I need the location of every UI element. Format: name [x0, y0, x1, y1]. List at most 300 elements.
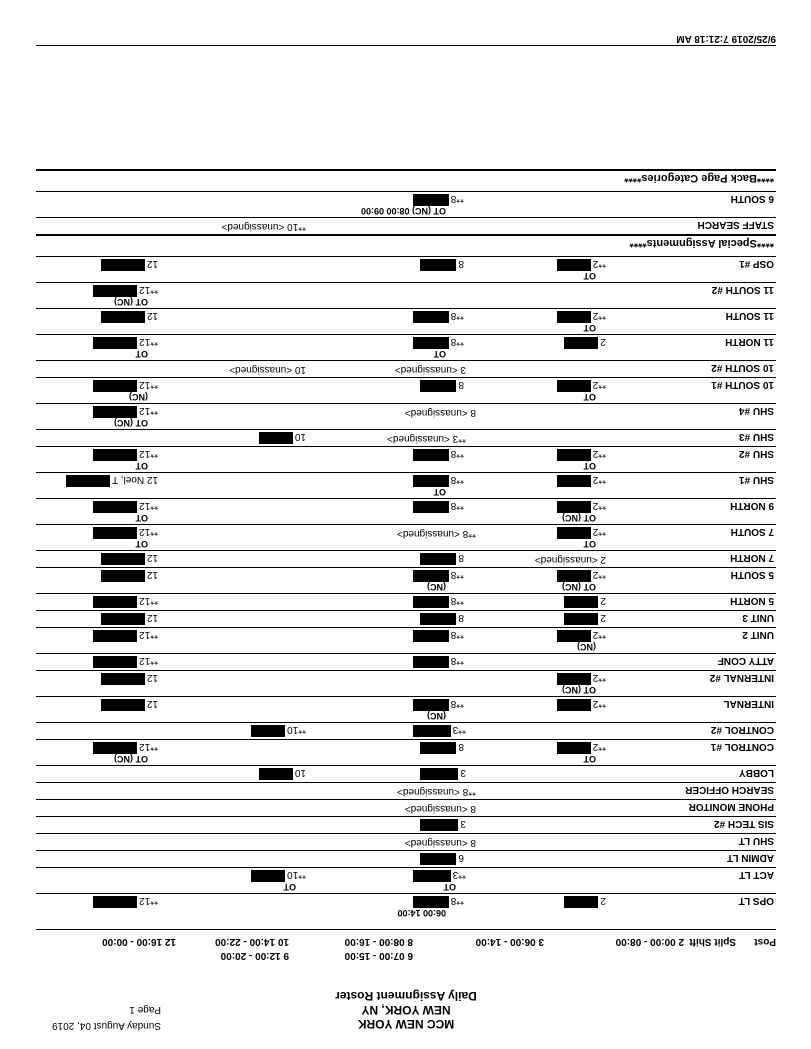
c12-cell: [93, 448, 158, 461]
c8-cell: [420, 852, 464, 865]
post-name: 10 SOUTH #1: [711, 379, 774, 390]
report-name: Daily Assignment Roster: [335, 989, 477, 1003]
assignment-count: 12: [146, 310, 158, 321]
assignment-count: **2: [592, 379, 606, 390]
redacted-name: [557, 501, 591, 513]
redacted-name: [413, 449, 449, 461]
post-header: Post: [754, 936, 776, 947]
redacted-name: [557, 259, 591, 271]
assignment-count: **8: [450, 474, 464, 485]
c12-cell: [93, 595, 158, 608]
roster-row: [36, 550, 776, 567]
c12-cell: [93, 336, 158, 349]
redacted-name: [413, 337, 449, 349]
c2-cell: [557, 741, 606, 754]
assignment-count: **12: [139, 595, 158, 606]
post-name: STAFF SEARCH: [697, 219, 774, 230]
assignment-count: 10 <unassigned>: [229, 364, 306, 375]
post-name: SIS TECH #2: [713, 818, 774, 829]
c2-cell: [557, 698, 606, 711]
c10-cell: [251, 869, 306, 882]
post-name: 11 SOUTH: [725, 310, 774, 321]
redacted-name: [564, 596, 598, 608]
roster-row: [36, 377, 776, 403]
roster-row: [36, 833, 776, 850]
assignment-count: 8 <unassigned>: [404, 837, 476, 848]
page-number: Page 1: [129, 1004, 161, 1015]
post-name: SHU #2: [738, 448, 774, 459]
c2-cell: [557, 672, 606, 685]
redacted-name: [557, 311, 591, 323]
redacted-name: [420, 380, 456, 392]
c8-cell: [420, 741, 464, 754]
c12-cell: [93, 526, 158, 539]
assignment-count: 2 <unassigned>: [534, 554, 606, 565]
assignment-count: **12: [139, 500, 158, 511]
assignment-count: **2: [592, 474, 606, 485]
c2-note: OT (NC): [562, 513, 596, 523]
redacted-name: [93, 656, 137, 668]
c12-cell: [66, 474, 158, 487]
assignment-count: 12: [146, 552, 158, 563]
c12-note: OT: [135, 461, 148, 471]
split-shift-header: Split Shift: [689, 936, 736, 947]
redacted-name: [101, 553, 145, 565]
c2-cell: [564, 612, 606, 625]
post-name: SHU #1: [738, 474, 774, 485]
assignment-count: 8: [458, 258, 464, 269]
assignment-count: 2: [600, 895, 606, 906]
redacted-name: [413, 311, 449, 323]
c8-note: OT: [433, 349, 446, 359]
redacted-name: [557, 570, 591, 582]
redacted-name: [251, 870, 285, 882]
redacted-name: [564, 613, 598, 625]
post-name: UNIT 3: [742, 612, 774, 623]
c2-note: OT: [583, 754, 596, 764]
roster-row: [36, 593, 776, 610]
c8-cell: [413, 895, 464, 908]
c8-cell: [397, 784, 476, 797]
c8-cell: [420, 258, 464, 271]
redacted-name: [413, 570, 449, 582]
assignment-count: 8: [458, 552, 464, 563]
shift-6-header: 6 07:00 - 15:00: [344, 950, 413, 961]
redacted-name: [93, 337, 137, 349]
c12-cell: [93, 379, 158, 392]
post-name: 5 NORTH: [730, 595, 774, 606]
assignment-count: 12: [146, 698, 158, 709]
roster-row: [36, 446, 776, 472]
c8-cell: [413, 193, 464, 206]
redacted-name: [557, 673, 591, 685]
assignment-count: **8 <unassigned>: [397, 786, 476, 797]
report-title-block: [256, 989, 556, 1031]
roster-row: [36, 816, 776, 833]
assignment-count: **8: [450, 629, 464, 640]
c8-note: OT (NC) 08:00 09:00: [360, 206, 446, 216]
c10-cell: [251, 724, 306, 737]
c2-note: (NC): [577, 642, 596, 652]
assignment-count: **12: [139, 895, 158, 906]
redacted-name: [557, 449, 591, 461]
c8-cell: [413, 500, 464, 513]
post-name: 10 SOUTH #2: [711, 362, 774, 373]
roster-row: [36, 360, 776, 377]
assignment-grid: [36, 169, 776, 919]
c3-cell: [420, 767, 466, 780]
redacted-name: [93, 449, 137, 461]
assignment-count: 8: [458, 741, 464, 752]
c2-note: OT: [583, 392, 596, 402]
footer-rule: [36, 45, 776, 46]
roster-row: [36, 799, 776, 816]
assignment-count: **12: [139, 629, 158, 640]
post-name: SHU #3: [738, 431, 774, 442]
assignment-count: 3 <unassigned>: [394, 364, 466, 375]
assignment-count: **12: [139, 284, 158, 295]
redacted-name: [413, 501, 449, 513]
redacted-name: [420, 553, 456, 565]
post-name: ADMIN LT: [726, 852, 774, 863]
c3-note: OT: [443, 882, 456, 892]
redacted-name: [413, 630, 449, 642]
post-name: 6 SOUTH: [730, 193, 774, 204]
roster-row: [36, 524, 776, 550]
redacted-name: [413, 896, 449, 908]
assignment-count: **2: [592, 258, 606, 269]
assignment-count: **8: [450, 895, 464, 906]
assignment-count: **2: [592, 310, 606, 321]
c12-note: (NC): [129, 392, 148, 402]
roster-row: [36, 739, 776, 765]
assignment-count: **2: [592, 629, 606, 640]
assignment-count: **2: [592, 526, 606, 537]
c2-cell: [564, 595, 606, 608]
roster-row: [36, 256, 776, 282]
c2-note: OT: [583, 271, 596, 281]
roster-row: [36, 610, 776, 627]
assignment-count: 8 <unassigned>: [404, 803, 476, 814]
c2-cell: [557, 474, 606, 487]
c12-cell: [101, 258, 158, 271]
assignment-count: **12: [139, 448, 158, 459]
c10-cell: [221, 219, 306, 232]
c8-cell: [413, 655, 464, 668]
assignment-count: 8 <unassigned>: [404, 407, 476, 418]
roster-row: [36, 217, 776, 234]
redacted-name: [101, 311, 145, 323]
redacted-name: [251, 725, 285, 737]
redacted-name: [93, 742, 137, 754]
post-name: UNIT 2: [742, 629, 774, 640]
redacted-name: [101, 259, 145, 271]
roster-row: [36, 765, 776, 782]
c8-cell: [413, 569, 464, 582]
roster-row: [36, 567, 776, 593]
assignment-count: 3: [460, 767, 466, 778]
roster-row: [36, 308, 776, 334]
assignment-count: **8: [450, 569, 464, 580]
assignment-count: 12: [146, 672, 158, 683]
redacted-name: [557, 742, 591, 754]
report-header: [0, 931, 811, 1031]
c12-cell: [101, 552, 158, 565]
shift-schedule: [36, 933, 776, 973]
roster-row: [36, 429, 776, 446]
c2-cell: [557, 569, 606, 582]
redacted-name: [93, 285, 137, 297]
c2-cell: [557, 379, 606, 392]
assignment-count: **8: [450, 336, 464, 347]
c12-cell: [101, 569, 158, 582]
assignment-count: 3: [460, 818, 466, 829]
redacted-name: [101, 673, 145, 685]
post-name: INTERNAL #2: [709, 672, 774, 683]
redacted-name: [557, 475, 591, 487]
c10-cell: [259, 767, 306, 780]
post-name: INTERNAL: [723, 698, 774, 709]
c8-cell: [413, 629, 464, 642]
c8-cell: [405, 801, 476, 814]
assignment-count: 2: [600, 612, 606, 623]
c12-note: OT: [135, 539, 148, 549]
assignment-count: **8: [450, 698, 464, 709]
roster-row: [36, 867, 776, 893]
roster-row: [36, 696, 776, 722]
c10-cell: [229, 362, 306, 375]
assignment-count: **12: [139, 526, 158, 537]
assignment-count: **2: [592, 741, 606, 752]
redacted-name: [93, 896, 137, 908]
redacted-name: [93, 380, 137, 392]
roster-row: [36, 627, 776, 653]
post-name: ATTY CONF: [717, 655, 774, 666]
assignment-count: **12: [139, 336, 158, 347]
roster-row: [36, 498, 776, 524]
post-name: 11 NORTH: [725, 336, 774, 347]
header-rule: [36, 929, 776, 930]
redacted-name: [93, 501, 137, 513]
c12-note: OT (NC): [114, 418, 148, 428]
redacted-name: [259, 768, 293, 780]
shift-9-header: 9 12:00 - 20:00: [220, 950, 289, 961]
c8-note: 06:00 14:00: [397, 908, 446, 918]
assignment-count: **12: [139, 741, 158, 752]
redacted-name: [564, 337, 598, 349]
facility-location: NEW YORK, NY: [361, 1003, 451, 1017]
redacted-name: [420, 819, 458, 831]
post-name: SEARCH OFFICER: [685, 784, 774, 795]
c2-note: OT: [583, 323, 596, 333]
c8-cell: [413, 474, 464, 487]
report-date: Sunday August 04, 2019: [52, 1020, 161, 1031]
post-name: 9 NORTH: [730, 500, 774, 511]
assignment-count: **10 <unassigned>: [221, 221, 306, 232]
assignment-count: 12: [146, 612, 158, 623]
c2-cell: [557, 629, 606, 642]
c12-cell: [93, 629, 158, 642]
shift-8-header: 8 08:00 - 16:00: [344, 936, 413, 947]
redacted-name: [413, 656, 449, 668]
c2-cell: [557, 526, 606, 539]
c8-note: (NC): [427, 582, 446, 592]
c3-cell: [420, 818, 466, 831]
assignment-count: 2: [600, 336, 606, 347]
c2-note: OT: [583, 461, 596, 471]
redacted-name: [413, 870, 451, 882]
c2-cell: [535, 552, 606, 565]
redacted-name: [101, 699, 145, 711]
c2-cell: [557, 310, 606, 323]
assignment-count: **2: [592, 569, 606, 580]
post-name: OSP #1: [739, 258, 774, 269]
redacted-name: [259, 432, 293, 444]
c8-cell: [413, 336, 464, 349]
post-name: CONTROL #1: [710, 741, 774, 752]
c12-note: OT (NC): [114, 297, 148, 307]
redacted-name: [557, 630, 591, 642]
assignment-count: **8: [450, 310, 464, 321]
facility-name: MCC NEW YORK: [357, 1017, 455, 1031]
c2-note: OT (NC): [562, 582, 596, 592]
assignment-count: **8: [450, 500, 464, 511]
post-name: SHU LT: [738, 835, 774, 846]
redacted-name: [101, 570, 145, 582]
c2-cell: [564, 336, 606, 349]
shift-3-header: 3 06:00 - 14:00: [475, 936, 544, 947]
c8-cell: [405, 835, 476, 848]
roster-row: [36, 850, 776, 867]
c10-cell: [259, 431, 306, 444]
c8-cell: [420, 552, 464, 565]
roster-row: [36, 782, 776, 799]
redacted-name: [93, 630, 137, 642]
redacted-name: [93, 596, 137, 608]
roster-row: [36, 472, 776, 498]
c8-cell: [413, 595, 464, 608]
redacted-name: [413, 194, 449, 206]
c12-cell: [93, 405, 158, 418]
c12-cell: [93, 500, 158, 513]
redacted-name: [413, 475, 449, 487]
redacted-name: [557, 527, 591, 539]
c8-cell: [397, 526, 476, 539]
c3-cell: [387, 431, 466, 444]
assignment-count: **10: [287, 724, 306, 735]
c8-note: (NC): [427, 711, 446, 721]
assignment-count: **2: [592, 698, 606, 709]
post-name: 7 SOUTH: [730, 526, 774, 537]
section-header: [36, 234, 776, 256]
roster-row: [36, 722, 776, 739]
c8-note: OT: [433, 487, 446, 497]
shift-2-header: 2 00:00 - 08:00: [615, 936, 684, 947]
assignment-count: 6: [458, 852, 464, 863]
post-name: ACT LT: [739, 869, 774, 880]
redacted-name: [557, 380, 591, 392]
redacted-name: [420, 768, 458, 780]
redacted-name: [420, 853, 456, 865]
assignment-count: 2: [600, 595, 606, 606]
c10-note: OT: [283, 882, 296, 892]
post-name: OPS LT: [738, 895, 774, 906]
c12-note: OT: [135, 349, 148, 359]
assignment-count: **10: [287, 869, 306, 880]
redacted-name: [101, 613, 145, 625]
section-title: ****Back Page Categories****: [624, 172, 774, 184]
c3-cell: [413, 724, 466, 737]
post-name: 7 NORTH: [730, 552, 774, 563]
assignment-count: **8: [450, 595, 464, 606]
post-name: PHONE MONITOR: [688, 801, 774, 812]
c3-cell: [395, 362, 466, 375]
printed-timestamp: 9/25/2019 7:21:18 AM: [676, 33, 776, 44]
roster-row: [36, 191, 776, 217]
assignment-count: 12 Noel, T: [112, 474, 158, 485]
c8-cell: [413, 310, 464, 323]
roster-row: [36, 653, 776, 670]
redacted-name: [420, 613, 456, 625]
assignment-count: **12: [139, 379, 158, 390]
redacted-name: [413, 596, 449, 608]
post-name: 5 SOUTH: [730, 569, 774, 580]
post-name: LOBBY: [739, 767, 774, 778]
redacted-name: [66, 475, 110, 487]
assignment-count: **8: [450, 448, 464, 459]
c2-note: OT (NC): [562, 685, 596, 695]
c8-cell: [420, 612, 464, 625]
c12-cell: [93, 284, 158, 297]
c12-cell: [101, 672, 158, 685]
assignment-count: **12: [139, 655, 158, 666]
c12-cell: [101, 612, 158, 625]
section-title: ****Special Assignments****: [629, 237, 774, 249]
c3-cell: [413, 869, 466, 882]
assignment-count: **12: [139, 405, 158, 416]
assignment-count: **3 <unassigned>: [387, 433, 466, 444]
section-header: [36, 169, 776, 191]
c12-note: OT (NC): [114, 754, 148, 764]
c12-note: OT: [135, 513, 148, 523]
assignment-count: 8: [458, 612, 464, 623]
c12-cell: [93, 655, 158, 668]
assignment-count: **8: [450, 193, 464, 204]
roster-row: [36, 403, 776, 429]
assignment-count: 10: [294, 431, 306, 442]
redacted-name: [413, 699, 449, 711]
assignment-count: **2: [592, 448, 606, 459]
assignment-count: 10: [294, 767, 306, 778]
shift-10-header: 10 14:00 - 22:00: [215, 936, 289, 947]
c12-cell: [93, 741, 158, 754]
c8-cell: [413, 448, 464, 461]
c12-cell: [101, 698, 158, 711]
shift-12-header: 12 16:00 - 00:00: [102, 936, 176, 947]
assignment-count: **8 <unassigned>: [397, 528, 476, 539]
post-name: CONTROL #2: [710, 724, 774, 735]
roster-row: [36, 282, 776, 308]
c2-note: OT: [583, 539, 596, 549]
assignment-count: **3: [452, 724, 466, 735]
redacted-name: [93, 527, 137, 539]
post-name: 11 SOUTH #2: [711, 284, 774, 295]
c2-cell: [557, 258, 606, 271]
assignment-count: 12: [146, 258, 158, 269]
c2-cell: [564, 895, 606, 908]
redacted-name: [557, 699, 591, 711]
redacted-name: [413, 725, 451, 737]
